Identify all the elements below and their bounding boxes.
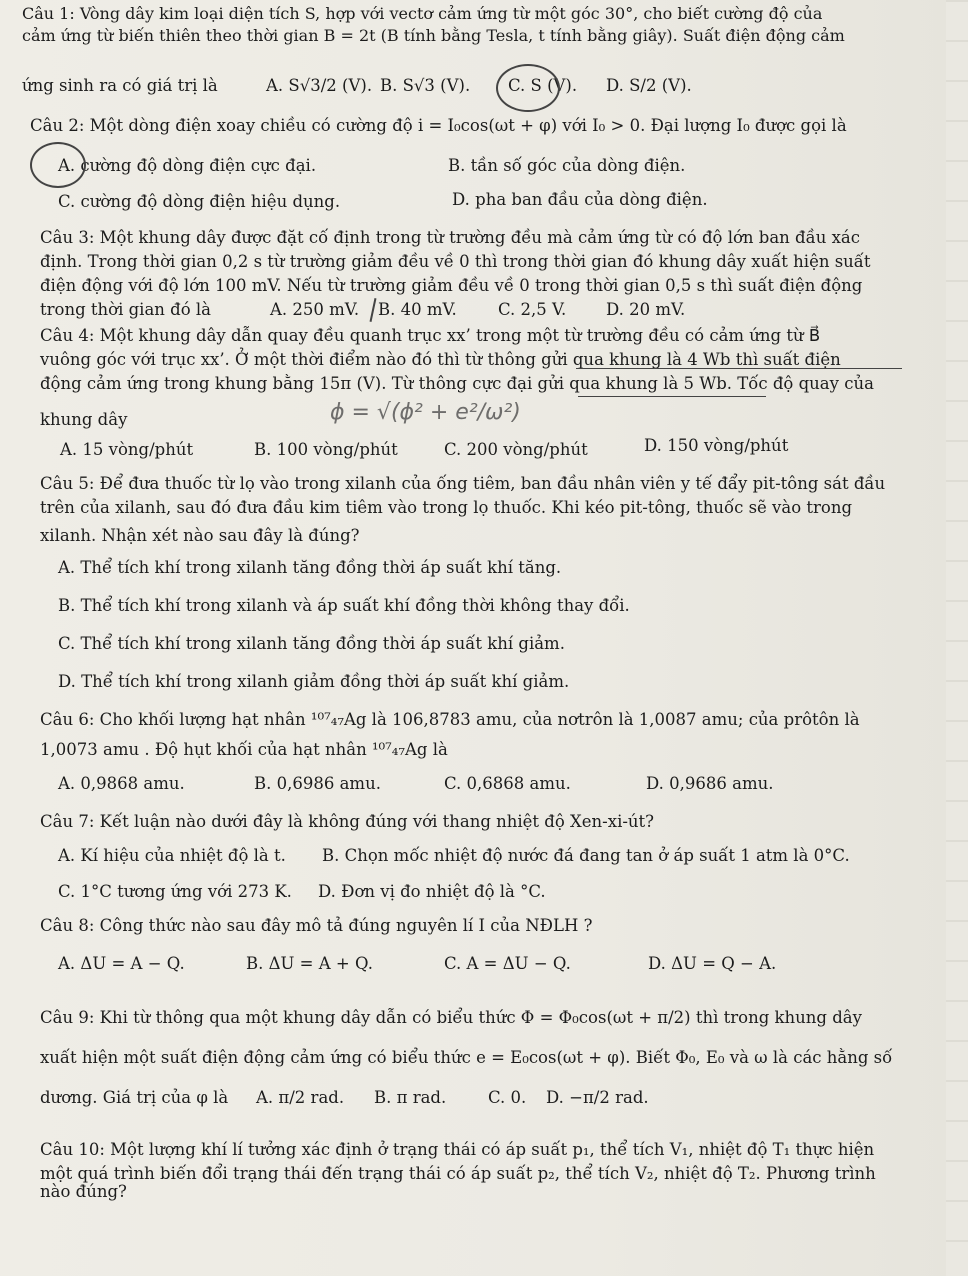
- q7-line-1: Câu 7: Kết luận nào dưới đây là không đúng với thang nhiệt độ Xen-xi-út?: [40, 812, 655, 831]
- q4-option-d: D. 150 vòng/phút: [644, 436, 789, 455]
- q8-option-a: A. ΔU = A − Q.: [58, 954, 185, 973]
- q2-option-d: D. pha ban đầu của dòng điện.: [452, 190, 708, 209]
- q4-underline-2: [578, 396, 766, 397]
- answer-circle-q1: [496, 64, 560, 112]
- q6-option-b: B. 0,6986 amu.: [254, 774, 381, 793]
- q4-line-3: động cảm ứng trong khung bằng 15π (V). Từ thông cực đại gửi qua khung là 5 Wb. Tốc độ quay của: [40, 374, 874, 393]
- q4-line-1: Câu 4: Một khung dây dẫn quay đều quanh trục xx’ trong một từ trường đều có cảm ứng từ B⃗: [40, 326, 821, 345]
- q9-line-2: xuất hiện một suất điện động cảm ứng có biểu thức e = E₀cos(ωt + φ). Biết Φ₀, E₀ và ω là các hằng số: [40, 1048, 893, 1067]
- q8-option-b: B. ΔU = A + Q.: [246, 954, 373, 973]
- q5-line-2: trên của xilanh, sau đó đưa đầu kim tiêm vào trong lọ thuốc. Khi kéo pit-tông, thuốc sẽ vào trong: [40, 498, 853, 517]
- q5-line-1: Câu 5: Để đưa thuốc từ lọ vào trong xilanh của ống tiêm, ban đầu nhân viên y tế đẩy pit-tông sát đầu: [40, 474, 886, 493]
- q2-option-c: C. cường độ dòng điện hiệu dụng.: [58, 192, 341, 211]
- q5-option-a: A. Thể tích khí trong xilanh tăng đồng thời áp suất khí tăng.: [58, 558, 562, 577]
- q4-line-2: vuông góc với trục xx’. Ở một thời điểm nào đó thì từ thông gửi qua khung là 4 Wb thì suất điện: [40, 350, 841, 369]
- q9-option-c: C. 0.: [488, 1088, 527, 1107]
- q3-option-b: B. 40 mV.: [378, 300, 457, 319]
- answer-mark-q3: [370, 298, 377, 322]
- q8-line-1: Câu 8: Công thức nào sau đây mô tả đúng nguyên lí I của NĐLH ?: [40, 916, 593, 935]
- q1-line-2: cảm ứng từ biến thiên theo thời gian B = 2t (B tính bằng Tesla, t tính bằng giây). Suất điện động cảm: [22, 26, 845, 45]
- q5-option-d: D. Thể tích khí trong xilanh giảm đồng thời áp suất khí giảm.: [58, 672, 570, 691]
- q1-line-3: ứng sinh ra có giá trị là: [22, 76, 218, 95]
- answer-circle-q2: [30, 142, 86, 188]
- q9-option-d: D. −π/2 rad.: [546, 1088, 649, 1107]
- q6-option-c: C. 0,6868 amu.: [444, 774, 571, 793]
- q9-option-a: A. π/2 rad.: [256, 1088, 345, 1107]
- q5-option-b: B. Thể tích khí trong xilanh và áp suất khí đồng thời không thay đổi.: [58, 596, 630, 615]
- q6-line-1: Câu 6: Cho khối lượng hạt nhân ¹⁰⁷₄₇Ag là 106,8783 amu, của nơtrôn là 1,0087 amu; của prôtôn là: [40, 710, 860, 729]
- q3-line-4: trong thời gian đó là: [40, 300, 212, 319]
- q7-option-d: D. Đơn vị đo nhiệt độ là °C.: [318, 882, 546, 901]
- q3-line-3: điện động với độ lớn 100 mV. Nếu từ trường giảm đều về 0 trong thời gian 0,5 s thì suất điện động: [40, 276, 863, 295]
- q5-line-3: xilanh. Nhận xét nào sau đây là đúng?: [40, 526, 360, 545]
- q3-option-a: A. 250 mV.: [270, 300, 360, 319]
- q9-line-1: Câu 9: Khi từ thông qua một khung dây dẫn có biểu thức Φ = Φ₀cos(ωt + π/2) thì trong khung dây: [40, 1008, 862, 1027]
- q4-option-c: C. 200 vòng/phút: [444, 440, 588, 459]
- q7-option-a: A. Kí hiệu của nhiệt độ là t.: [58, 846, 286, 865]
- handwritten-formula: ϕ = √(ϕ² + e²/ω²): [330, 400, 521, 425]
- q1-option-c: C. S (V).: [508, 76, 578, 95]
- q10-line-1: Câu 10: Một lượng khí lí tưởng xác định ở trạng thái có áp suất p₁, thể tích V₁, nhiệt độ T₁ thực hiện: [40, 1140, 875, 1159]
- q9-option-b: B. π rad.: [374, 1088, 447, 1107]
- q8-option-c: C. A = ΔU − Q.: [444, 954, 571, 973]
- q3-line-1: Câu 3: Một khung dây được đặt cố định trong từ trường đều mà cảm ứng từ có độ lớn ban đầu xác: [40, 228, 860, 247]
- q10-line-2: một quá trình biến đổi trạng thái đến trạng thái có áp suất p₂, thể tích V₂, nhiệt độ T₂. Phương trình: [40, 1164, 876, 1183]
- q3-option-d: D. 20 mV.: [606, 300, 686, 319]
- q6-option-a: A. 0,9868 amu.: [58, 774, 185, 793]
- q4-line-4: khung dây: [40, 410, 128, 429]
- q1-option-a: A. S√3/2 (V).: [266, 76, 373, 95]
- q7-option-b: B. Chọn mốc nhiệt độ nước đá đang tan ở áp suất 1 atm là 0°C.: [322, 846, 850, 865]
- q5-option-c: C. Thể tích khí trong xilanh tăng đồng thời áp suất khí giảm.: [58, 634, 565, 653]
- q3-option-c: C. 2,5 V.: [498, 300, 567, 319]
- q2-option-b: B. tần số góc của dòng điện.: [448, 156, 686, 175]
- q2-line-1: Câu 2: Một dòng điện xoay chiều có cường độ i = I₀cos(ωt + φ) với I₀ > 0. Đại lượng I₀ được gọi là: [30, 116, 847, 135]
- q2-option-a: A. cường độ dòng điện cực đại.: [58, 156, 317, 175]
- q1-option-d: D. S/2 (V).: [606, 76, 692, 95]
- q8-option-d: D. ΔU = Q − A.: [648, 954, 777, 973]
- q4-option-b: B. 100 vòng/phút: [254, 440, 398, 459]
- q6-line-2: 1,0073 amu . Độ hụt khối của hạt nhân ¹⁰⁷₄₇Ag là: [40, 740, 448, 759]
- q9-line-3: dương. Giá trị của φ là: [40, 1088, 229, 1107]
- q4-option-a: A. 15 vòng/phút: [60, 440, 194, 459]
- q1-line-1: Câu 1: Vòng dây kim loại diện tích S, hợp với vectơ cảm ứng từ một góc 30°, cho biết cường độ của: [22, 4, 823, 23]
- q1-option-b: B. S√3 (V).: [380, 76, 471, 95]
- q7-option-c: C. 1°C tương ứng với 273 K.: [58, 882, 292, 901]
- q6-option-d: D. 0,9686 amu.: [646, 774, 774, 793]
- q10-line-3: nào đúng?: [40, 1182, 127, 1201]
- q3-line-2: định. Trong thời gian 0,2 s từ trường giảm đều về 0 thì trong thời gian đó khung dây xuất hiện suất: [40, 252, 871, 271]
- page-edge-shadow: [946, 0, 968, 1276]
- q4-underline-1: [576, 368, 902, 369]
